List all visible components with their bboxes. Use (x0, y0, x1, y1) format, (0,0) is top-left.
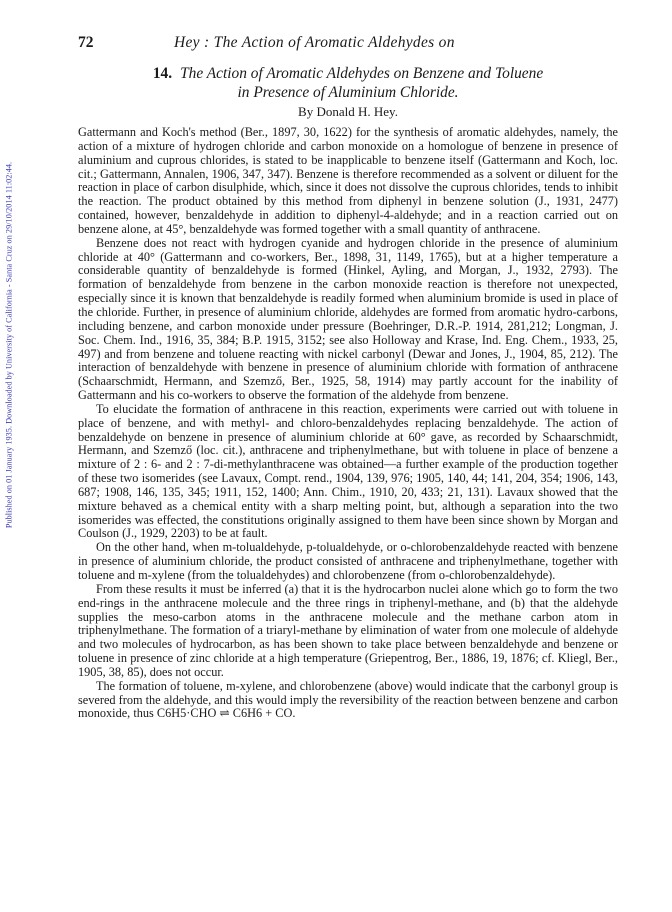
title-line-2: in Presence of Aluminium Chloride. (237, 84, 459, 101)
paragraph-6: The formation of toluene, m-xylene, and chlorobenzene (above) would indicate that the carbonyl group is severed from the aldehyde, and this would imply the reversibility of the reaction between benzene and carbon monoxide, thus C6H5·CHO ⇌ C6H6 + CO. (78, 678, 618, 721)
article-title (78, 64, 618, 102)
byline: By Donald H. Hey. (298, 104, 398, 119)
download-watermark-text: Published on 01 January 1935. Downloaded by University of California - Santa Cruz on 29/10/2014 11:02:44. (4, 161, 14, 529)
paragraph-5: From these results it must be inferred (a) that it is the hydrocarbon nuclei alone which go to form the two end-rings in the anthracene molecule and the three rings in triphenyl-methane, and (b) that the aldehyde supplies the meso-carbon atoms in the anthracene molecule and the methane carbon atom in triphenylmethane. The formation of a triaryl-methane by elimination of water from one molecule of aldehyde and two molecules of hydrocarbon, as has been shown to take place between benzaldehyde and benzene or toluene in presence of zinc chloride at a high temperature (Griepentrog, Ber., 1886, 19, 1876; cf. Kliegl, Ber., 1905, 38, 85), does not occur. (78, 581, 618, 679)
download-watermark (2, 100, 16, 590)
title-line-1: The Action of Aromatic Aldehydes on Benzene and Toluene (180, 65, 544, 82)
paragraph-1: Gattermann and Koch's method (Ber., 1897, 30, 1622) for the synthesis of aromatic aldehydes, namely, the action of a mixture of hydrogen chloride and carbon monoxide on a homologue of benzene in presence of aluminium and cuprous chlorides, is stated to be inapplicable to benzene itself (Gattermann and Koch, loc. cit.; Gattermann, Annalen, 1906, 347, 347). Benzene is therefore recommended as a solvent or diluent for the reaction in place of carbon disulphide, which, since it does not dissolve the cuprous chlorides, tends to inhibit the reaction. The product obtained by this method from diphenyl in benzene solution (J., 1931, 2477) contained, however, benzaldehyde in addition to diphenyl-4-aldehyde; and in a reaction carried out on benzene alone, at 45°, benzaldehyde was formed together with a small quantity of anthracene. (78, 125, 618, 236)
running-title: Hey : The Action of Aromatic Aldehydes on (174, 34, 455, 51)
paragraph-3: To elucidate the formation of anthracene in this reaction, experiments were carried out with toluene in place of benzene, and with methyl- and chloro-benzaldehydes replacing benzaldehyde. The action of benzaldehyde on benzene in presence of aluminium chloride at 60° gave, as recorded by Schaarschmidt, Hermann, and Szemző (loc. cit.), anthracene and triphenylmethane, but with toluene in place of benzene a mixture of 2 : 6- and 2 : 7-di-methylanthracene was obtained—a further example of the production together of these two isomerides (see Lavaux, Compt. rend., 1904, 139, 976; 1905, 140, 44; 141, 204, 354; 1906, 143, 687; 1908, 146, 135, 345; 1911, 152, 1400; Ann. Chim., 1910, 20, 433; 21, 131). Lavaux showed that the mixture behaved as a chemical entity with a sharp melting point, but, although a separation into the two isomerides was effected, the constitutions originally assigned to them have been since shown by Morgan and Coulson (J., 1929, 2203) to be at fault. (78, 401, 618, 541)
paragraph-4: On the other hand, when m-tolualdehyde, p-tolualdehyde, or o-chlorobenzaldehyde reacted with benzene in presence of aluminium chloride, the product consisted of anthracene and triphenylmethane, together with toluene and m-xylene (from the tolualdehydes) and chlorobenzene (from o-chlorobenzaldehyde). (78, 540, 618, 582)
page-number: 72 (78, 34, 94, 51)
page-header (78, 34, 612, 54)
article-number: 14. (152, 65, 173, 82)
article-body (78, 126, 618, 721)
paragraph-2: Benzene does not react with hydrogen cyanide and hydrogen chloride in the presence of aluminium chloride at 40° (Gattermann and co-workers, Ber., 1898, 31, 1149, 1765), but at a higher temperature a considerable quantity of benzaldehyde is formed (Hinkel, Ayling, and Morgan, J., 1932, 2793). The formation of benzaldehyde from benzene in the carbon monoxide reaction is therefore not unexpected, especially since it is known that benzaldehyde is readily formed when aluminium bromide is used in place of the chloride. Further, in presence of aluminium chloride, aldehydes are formed from aromatic hydro-carbons, including benzene, and carbon monoxide under pressure (Boehringer, D.R.-P. 1914, 281,212; Longman, J. Soc. Chem. Ind., 1916, 35, 384; B.P. 1915, 3152; see also Holloway and Krase, Ind. Eng. Chem., 1933, 25, 497) and from benzene and toluene reacting with nickel carbonyl (Dewar and Jones, J., 1904, 85, 212). The interaction of benzaldehyde with benzene in presence of aluminium chloride with formation of anthracene (Schaarschmidt, Hermann, and Szemző, Ber., 1925, 58, 1914) may partly account for the inability of Gattermann and his co-workers to observe the formation of the aldehyde from benzene. (78, 235, 618, 403)
